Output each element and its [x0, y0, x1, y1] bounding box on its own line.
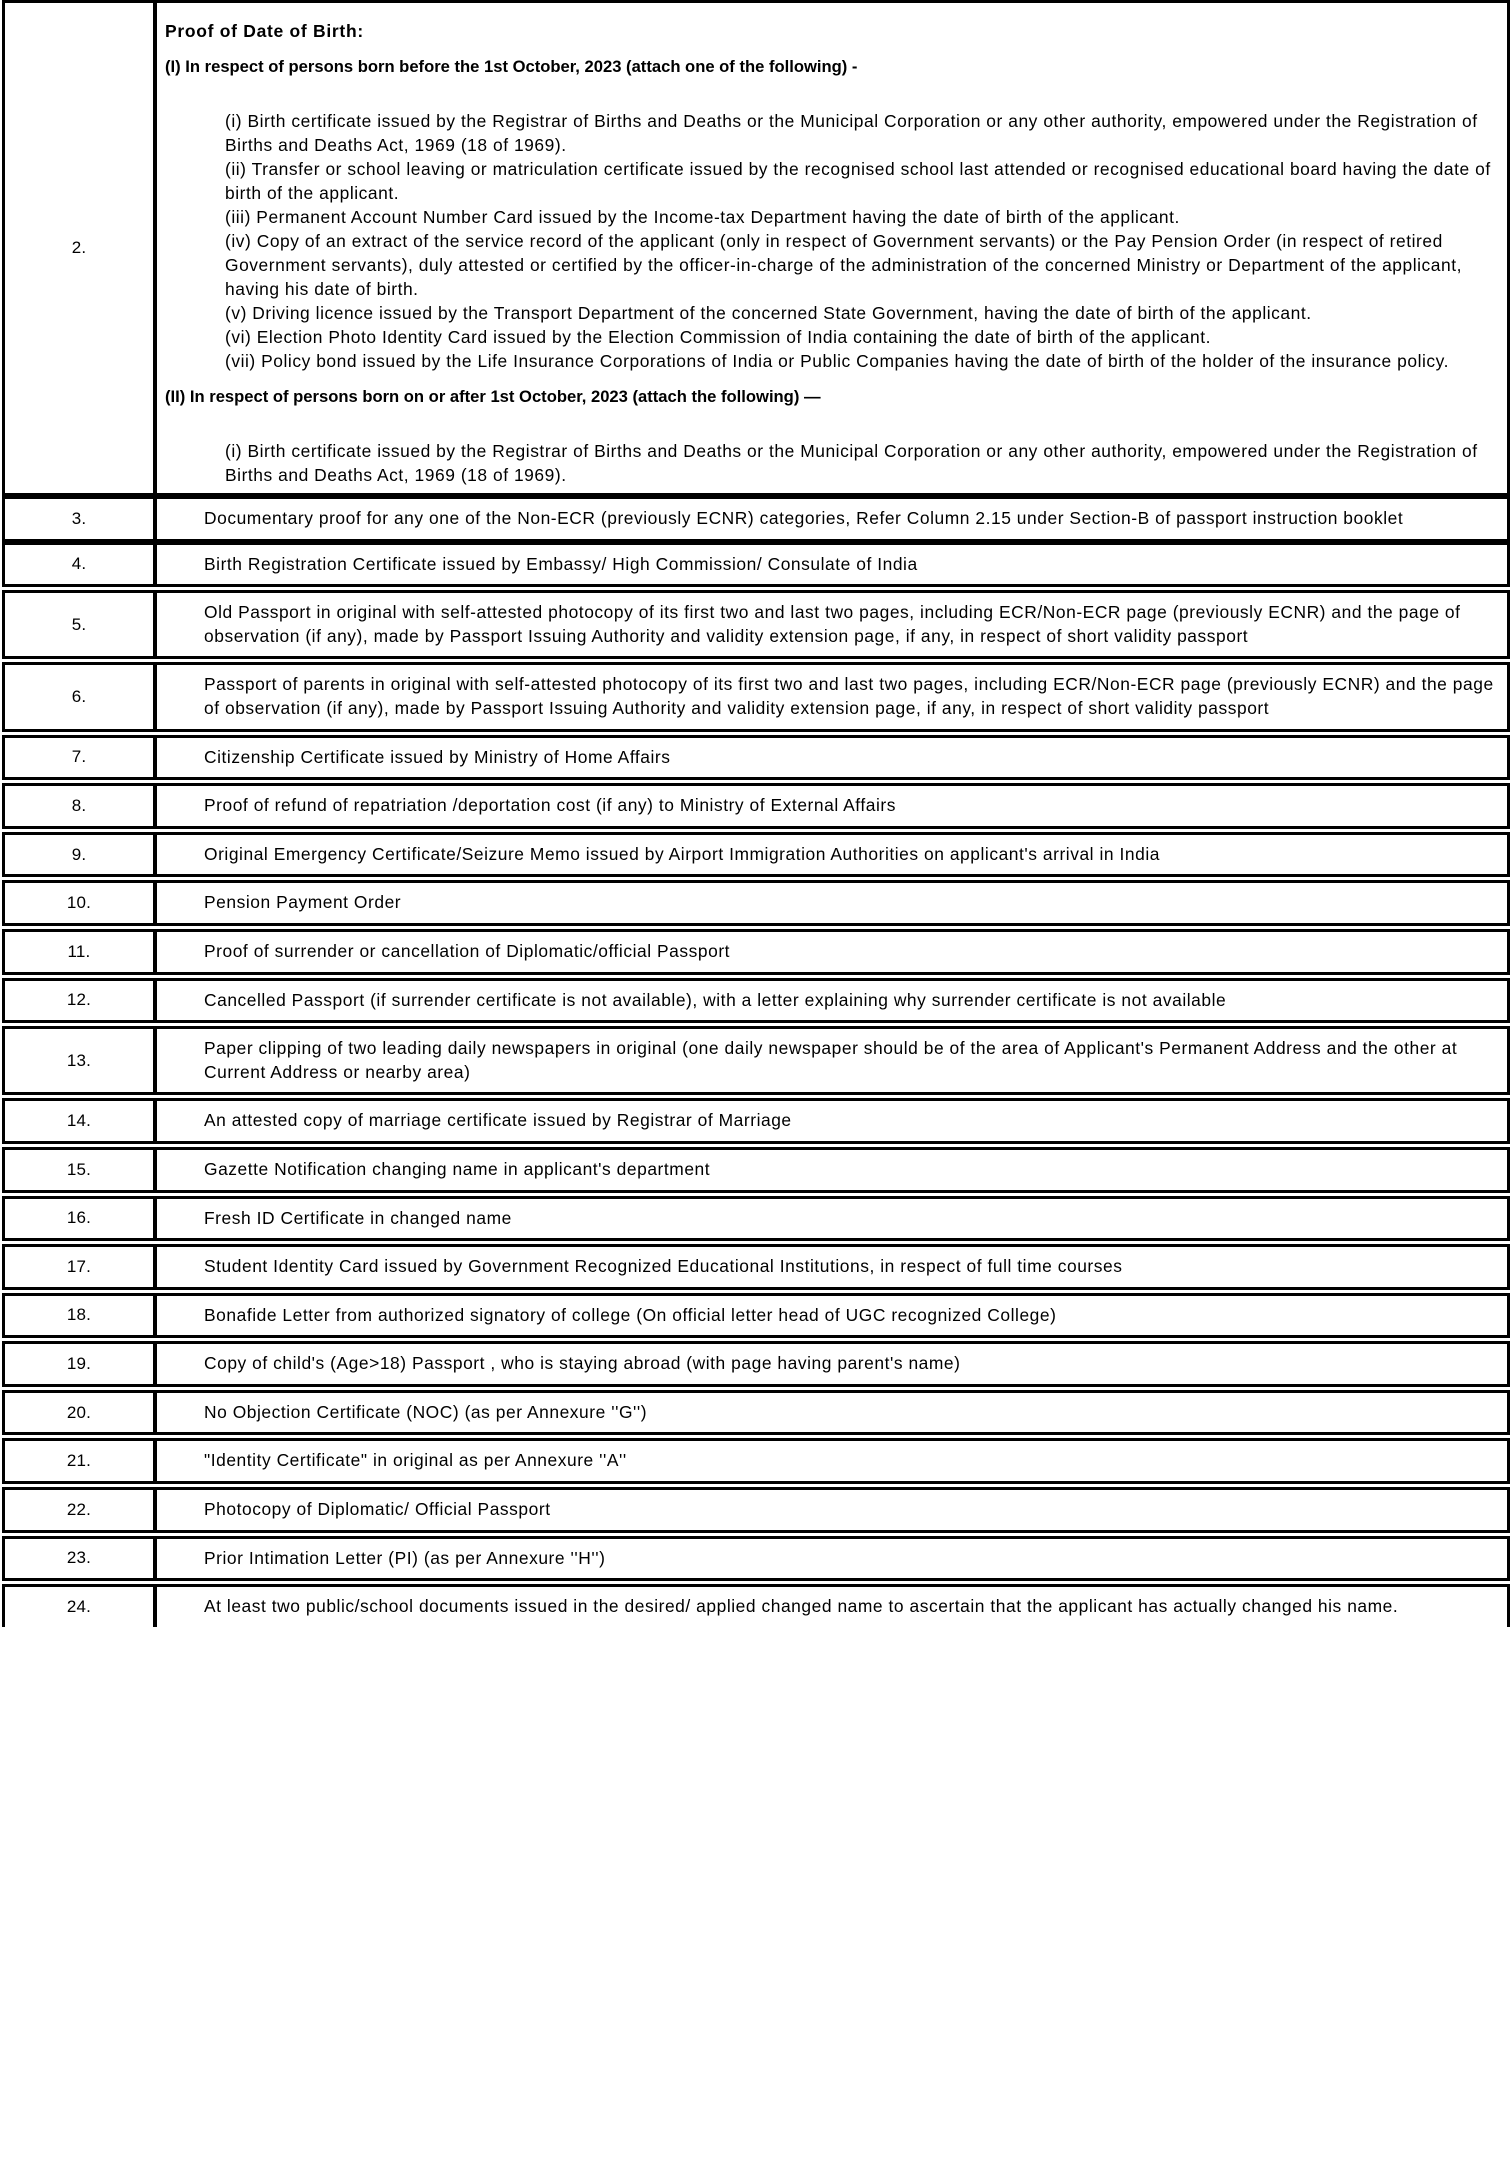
row-number: 18. [5, 1296, 157, 1336]
section-2-heading: (II) In respect of persons born on or after 1st October, 2023 (attach the following) — [165, 387, 821, 406]
row-description [157, 3, 1507, 493]
table-row [2, 978, 1510, 1024]
row-text: Original Emergency Certificate/Seizure Memo issued by Airport Immigration Authorities on applicant's arrival in India [204, 843, 1160, 864]
table-row [2, 1196, 1510, 1242]
list-item: (iii) Permanent Account Number Card issued by the Income-tax Department having the date of birth of the applicant. [225, 207, 1180, 227]
list-item: (i) Birth certificate issued by the Registrar of Births and Deaths or the Municipal Corporation or any other authority, empowered under the Registration of Births and Deaths Act, 1969 (18 of 1969). [225, 441, 1478, 485]
row-text: Old Passport in original with self-attested photocopy of its first two and last two pages, including ECR/Non-ECR page (previously ECNR) and the page of observation (if any), made by Passport Issuing Authority and validity extension page, if any, in respect of short validity passport [204, 602, 1461, 646]
row-text: Cancelled Passport (if surrender certificate is not available), with a letter explaining why surrender certificate is not available [204, 989, 1227, 1010]
row-text: An attested copy of marriage certificate issued by Registrar of Marriage [204, 1110, 792, 1131]
table-row [2, 1293, 1510, 1339]
list-item: (ii) Transfer or school leaving or matriculation certificate issued by the recognised school last attended or recognised educational board having the date of birth of the applicant. [225, 159, 1491, 203]
row-description [157, 499, 1507, 539]
table-row [2, 1244, 1510, 1290]
row-text: At least two public/school documents issued in the desired/ applied changed name to ascertain that the applicant has actually changed his name. [204, 1596, 1399, 1617]
row-description [157, 1029, 1507, 1092]
row-text: Gazette Notification changing name in applicant's department [204, 1158, 711, 1179]
row-number: 8. [5, 786, 157, 826]
table-row [2, 1390, 1510, 1436]
table-row [2, 832, 1510, 878]
row-description [157, 545, 1507, 585]
list-item: (i) Birth certificate issued by the Registrar of Births and Deaths or the Municipal Corporation or any other authority, empowered under the Registration of Births and Deaths Act, 1969 (18 of 1969). [225, 111, 1478, 155]
row-number: 7. [5, 738, 157, 778]
table-rows [2, 496, 1510, 1627]
table-row [2, 1147, 1510, 1193]
table-row [2, 929, 1510, 975]
row-description [157, 786, 1507, 826]
table-row [2, 542, 1510, 588]
row-description [157, 932, 1507, 972]
row-description [157, 593, 1507, 656]
row-description [157, 1539, 1507, 1579]
row-description [157, 1587, 1507, 1627]
row-number: 17. [5, 1247, 157, 1287]
dob-proof-title: Proof of Date of Birth: [165, 21, 364, 41]
row-text: Photocopy of Diplomatic/ Official Passport [204, 1499, 551, 1520]
row-number: 6. [5, 665, 157, 728]
row-number: 19. [5, 1344, 157, 1384]
row-text: Documentary proof for any one of the Non-ECR (previously ECNR) categories, Refer Column 2.15 under Section-B of passport instruction booklet [204, 508, 1404, 528]
table-row [2, 496, 1510, 542]
table-row [2, 1098, 1510, 1144]
table-row [2, 1536, 1510, 1582]
row-description [157, 835, 1507, 875]
table-row [2, 1487, 1510, 1533]
table-row [2, 783, 1510, 829]
section-1-list [165, 109, 1499, 373]
row-number: 3. [5, 499, 157, 539]
list-item: (v) Driving licence issued by the Transport Department of the concerned State Government, having the date of birth of the applicant. [225, 303, 1312, 323]
row-description [157, 1101, 1507, 1141]
table-row [2, 1438, 1510, 1484]
row-description [157, 1150, 1507, 1190]
row-description [157, 738, 1507, 778]
table-row [2, 735, 1510, 781]
row-number: 5. [5, 593, 157, 656]
section-1-heading: (I) In respect of persons born before the 1st October, 2023 (attach one of the following) - [165, 57, 858, 76]
row-number: 14. [5, 1101, 157, 1141]
row-text: Prior Intimation Letter (PI) (as per Annexure ''H'') [204, 1547, 606, 1568]
row-number: 15. [5, 1150, 157, 1190]
row-text: Proof of refund of repatriation /deportation cost (if any) to Ministry of External Affairs [204, 795, 896, 816]
row-number: 10. [5, 883, 157, 923]
table-row [2, 1341, 1510, 1387]
row-text: "Identity Certificate" in original as per Annexure ''A'' [204, 1450, 627, 1471]
document-table [2, 0, 1510, 1630]
row-number: 2. [5, 3, 157, 493]
row-number: 21. [5, 1441, 157, 1481]
table-row [2, 880, 1510, 926]
row-description [157, 1344, 1507, 1384]
row-text: Fresh ID Certificate in changed name [204, 1207, 512, 1228]
list-item: (vi) Election Photo Identity Card issued by the Election Commission of India containing the date of birth of the applicant. [225, 327, 1211, 347]
table-row-2 [2, 0, 1510, 496]
row-text: No Objection Certificate (NOC) (as per Annexure ''G'') [204, 1401, 648, 1422]
row-number: 9. [5, 835, 157, 875]
list-item: (vii) Policy bond issued by the Life Insurance Corporations of India or Public Companies having the date of birth of the holder of the insurance policy. [225, 351, 1449, 371]
table-row [2, 662, 1510, 731]
row-text: Paper clipping of two leading daily newspapers in original (one daily newspaper should be of the area of Applicant's Permanent Address and the other at Current Address or nearby area) [204, 1038, 1458, 1082]
row-description [157, 883, 1507, 923]
row-description [157, 1490, 1507, 1530]
section-2-list [165, 439, 1499, 487]
row-number: 22. [5, 1490, 157, 1530]
row-description [157, 981, 1507, 1021]
row-number: 11. [5, 932, 157, 972]
table-row [2, 1584, 1510, 1627]
row-number: 13. [5, 1029, 157, 1092]
row-number: 20. [5, 1393, 157, 1433]
row-number: 23. [5, 1539, 157, 1579]
row-description [157, 1247, 1507, 1287]
list-item: (iv) Copy of an extract of the service record of the applicant (only in respect of Government servants) or the Pay Pension Order (in respect of retired Government servants), duly attested or certified by the officer-in-charge of the administration of the concerned Ministry or Department of the applicant, having his date of birth. [225, 231, 1463, 299]
row-text: Citizenship Certificate issued by Ministry of Home Affairs [204, 746, 671, 767]
row-description [157, 1296, 1507, 1336]
table-row [2, 590, 1510, 659]
row-text: Proof of surrender or cancellation of Diplomatic/official Passport [204, 940, 731, 961]
row-number: 24. [5, 1587, 157, 1627]
row-description [157, 1393, 1507, 1433]
row-text: Passport of parents in original with self-attested photocopy of its first two and last two pages, including ECR/Non-ECR page (previously ECNR) and the page of observation (if any), made by Passport Issuing Authority and validity extension page, if any, in respect of short validity passport [204, 674, 1494, 718]
row-description [157, 1199, 1507, 1239]
row-text: Pension Payment Order [204, 892, 402, 913]
table-row [2, 1026, 1510, 1095]
row-description [157, 665, 1507, 728]
row-text: Bonafide Letter from authorized signatory of college (On official letter head of UGC recognized College) [204, 1304, 1057, 1325]
row-description [157, 1441, 1507, 1481]
row-text: Student Identity Card issued by Government Recognized Educational Institutions, in respect of full time courses [204, 1256, 1123, 1277]
row-text: Birth Registration Certificate issued by Embassy/ High Commission/ Consulate of India [204, 553, 918, 574]
row-number: 4. [5, 545, 157, 585]
row-number: 16. [5, 1199, 157, 1239]
row-number: 12. [5, 981, 157, 1021]
row-text: Copy of child's (Age>18) Passport , who is staying abroad (with page having parent's name) [204, 1353, 961, 1374]
